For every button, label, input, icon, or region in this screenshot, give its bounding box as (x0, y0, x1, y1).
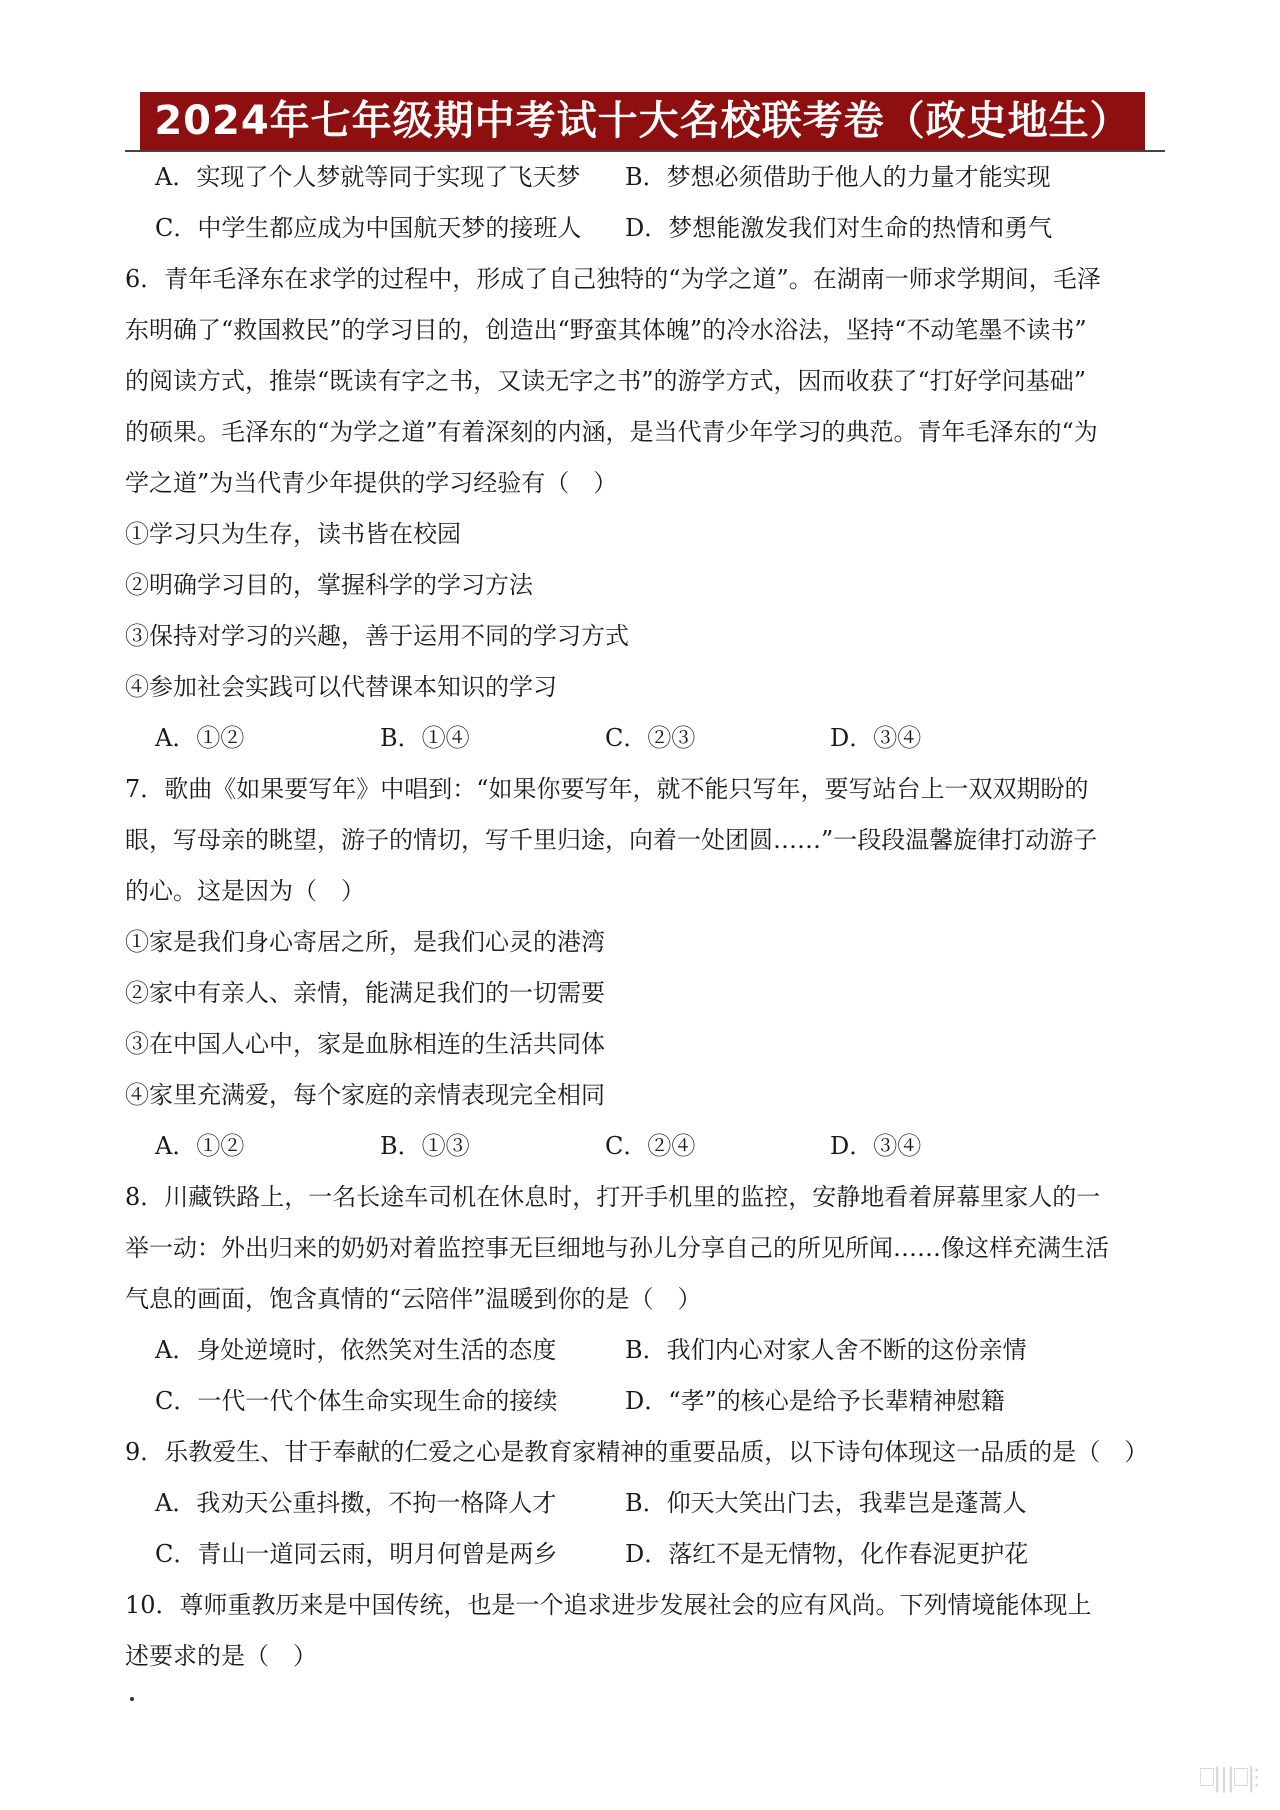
q7-option-d: D．③④ (830, 1132, 922, 1160)
q9-option-c: C．青山一道同云雨，明月何曾是两乡 (155, 1540, 558, 1568)
q10-stem-line: 10．尊师重教历来是中国传统，也是一个追求进步发展社会的应有风尚。下列情境能体现上 (125, 1591, 1092, 1619)
q6-stem-line: 东明确了“救国救民”的学习目的，创造出“野蛮其体魄”的冷水浴法，坚持“不动笔墨不读书” (125, 316, 1087, 344)
q5-option-a: A．实现了个人梦就等同于实现了飞天梦 (155, 163, 581, 191)
q6-statement: ④参加社会实践可以代替课本知识的学习 (125, 673, 557, 701)
q5-option-b: B．梦想必须借助于他人的力量才能实现 (625, 163, 1051, 191)
q9-options-row-1 (125, 1478, 1170, 1529)
q7-statement: ④家里充满爱，每个家庭的亲情表现完全相同 (125, 1081, 605, 1109)
exam-content (125, 152, 1170, 1682)
q7-options-row (125, 1121, 1170, 1172)
q7-option-b: B．①③ (380, 1132, 470, 1160)
q7-option-c: C．②④ (605, 1132, 696, 1160)
q5-options-row-1 (125, 152, 1170, 203)
q7-stem-line: 的心。这是因为（ ） (125, 877, 365, 905)
q9-stem-line: 9．乐教爱生、甘于奉献的仁爱之心是教育家精神的重要品质，以下诗句体现这一品质的是（ ） (125, 1438, 1149, 1466)
q8-stem-line: 气息的画面，饱含真情的“云陪伴”温暖到你的是（ ） (125, 1285, 702, 1313)
q8-stem-line: 举一动：外出归来的奶奶对着监控事无巨细地与孙儿分享自己的所见所闻……像这样充满生活 (125, 1234, 1109, 1262)
q6-option-c: C．②③ (605, 724, 696, 752)
q6-stem-line: 的硕果。毛泽东的“为学之道”有着深刻的内涵，是当代青少年学习的典范。青年毛泽东的“为 (125, 418, 1098, 446)
q9-option-a: A．我劝天公重抖擞，不拘一格降人才 (155, 1489, 557, 1517)
q8-option-c: C．一代一代个体生命实现生命的接续 (155, 1387, 558, 1415)
q6-stem-line: 的阅读方式，推崇“既读有字之书，又读无字之书”的游学方式，因而收获了“打好学问基础” (125, 367, 1087, 395)
q5-options-row-2 (125, 203, 1170, 254)
q6-statement: ②明确学习目的，掌握科学的学习方法 (125, 571, 533, 599)
q5-option-d: D．梦想能激发我们对生命的热情和勇气 (625, 214, 1053, 242)
q8-options-row-1 (125, 1325, 1170, 1376)
q5-option-c: C．中学生都应成为中国航天梦的接班人 (155, 214, 582, 242)
bullet-dot (130, 1697, 134, 1701)
q6-stem-line: 学之道”为当代青少年提供的学习经验有（ ） (125, 469, 618, 497)
q6-statement: ③保持对学习的兴趣，善于运用不同的学习方式 (125, 622, 629, 650)
q7-statement: ①家是我们身心寄居之所，是我们心灵的港湾 (125, 928, 605, 956)
q7-stem-line: 7．歌曲《如果要写年》中唱到：“如果你要写年，就不能只写年，要写站台上一双双期盼的 (125, 775, 1089, 803)
q6-stem-line: 6．青年毛泽东在求学的过程中，形成了自己独特的“为学之道”。在湖南一师求学期间，毛泽 (125, 265, 1101, 293)
exam-title-banner: 2024年七年级期中考试十大名校联考卷（政史地生） (140, 92, 1145, 150)
q9-option-b: B．仰天大笑出门去，我辈岂是蓬蒿人 (625, 1489, 1027, 1517)
q7-statement: ③在中国人心中，家是血脉相连的生活共同体 (125, 1030, 605, 1058)
q6-option-d: D．③④ (830, 724, 922, 752)
q6-option-b: B．①④ (380, 724, 470, 752)
watermark-logo: ⎕|||⎕|⫶ (1199, 1763, 1258, 1793)
q7-stem-line: 眼，写母亲的眺望，游子的情切，写千里归途，向着一处团圆……”一段段温馨旋律打动游子 (125, 826, 1098, 854)
q8-stem-line: 8．川藏铁路上，一名长途车司机在休息时，打开手机里的监控，安静地看着屏幕里家人的一 (125, 1183, 1101, 1211)
q9-options-row-2 (125, 1529, 1170, 1580)
q7-option-a: A．①② (155, 1132, 245, 1160)
q8-option-b: B．我们内心对家人舍不断的这份亲情 (625, 1336, 1027, 1364)
q8-option-d: D．“孝”的核心是给予长辈精神慰籍 (625, 1387, 1005, 1415)
q8-options-row-2 (125, 1376, 1170, 1427)
q8-option-a: A．身处逆境时，依然笑对生活的态度 (155, 1336, 557, 1364)
q6-statement: ①学习只为生存，读书皆在校园 (125, 520, 461, 548)
q9-option-d: D．落红不是无情物，化作春泥更护花 (625, 1540, 1029, 1568)
q10-stem-line: 述要求的是（ ） (125, 1642, 317, 1670)
q6-option-a: A．①② (155, 724, 245, 752)
q7-statement: ②家中有亲人、亲情，能满足我们的一切需要 (125, 979, 605, 1007)
q6-options-row (125, 713, 1170, 764)
